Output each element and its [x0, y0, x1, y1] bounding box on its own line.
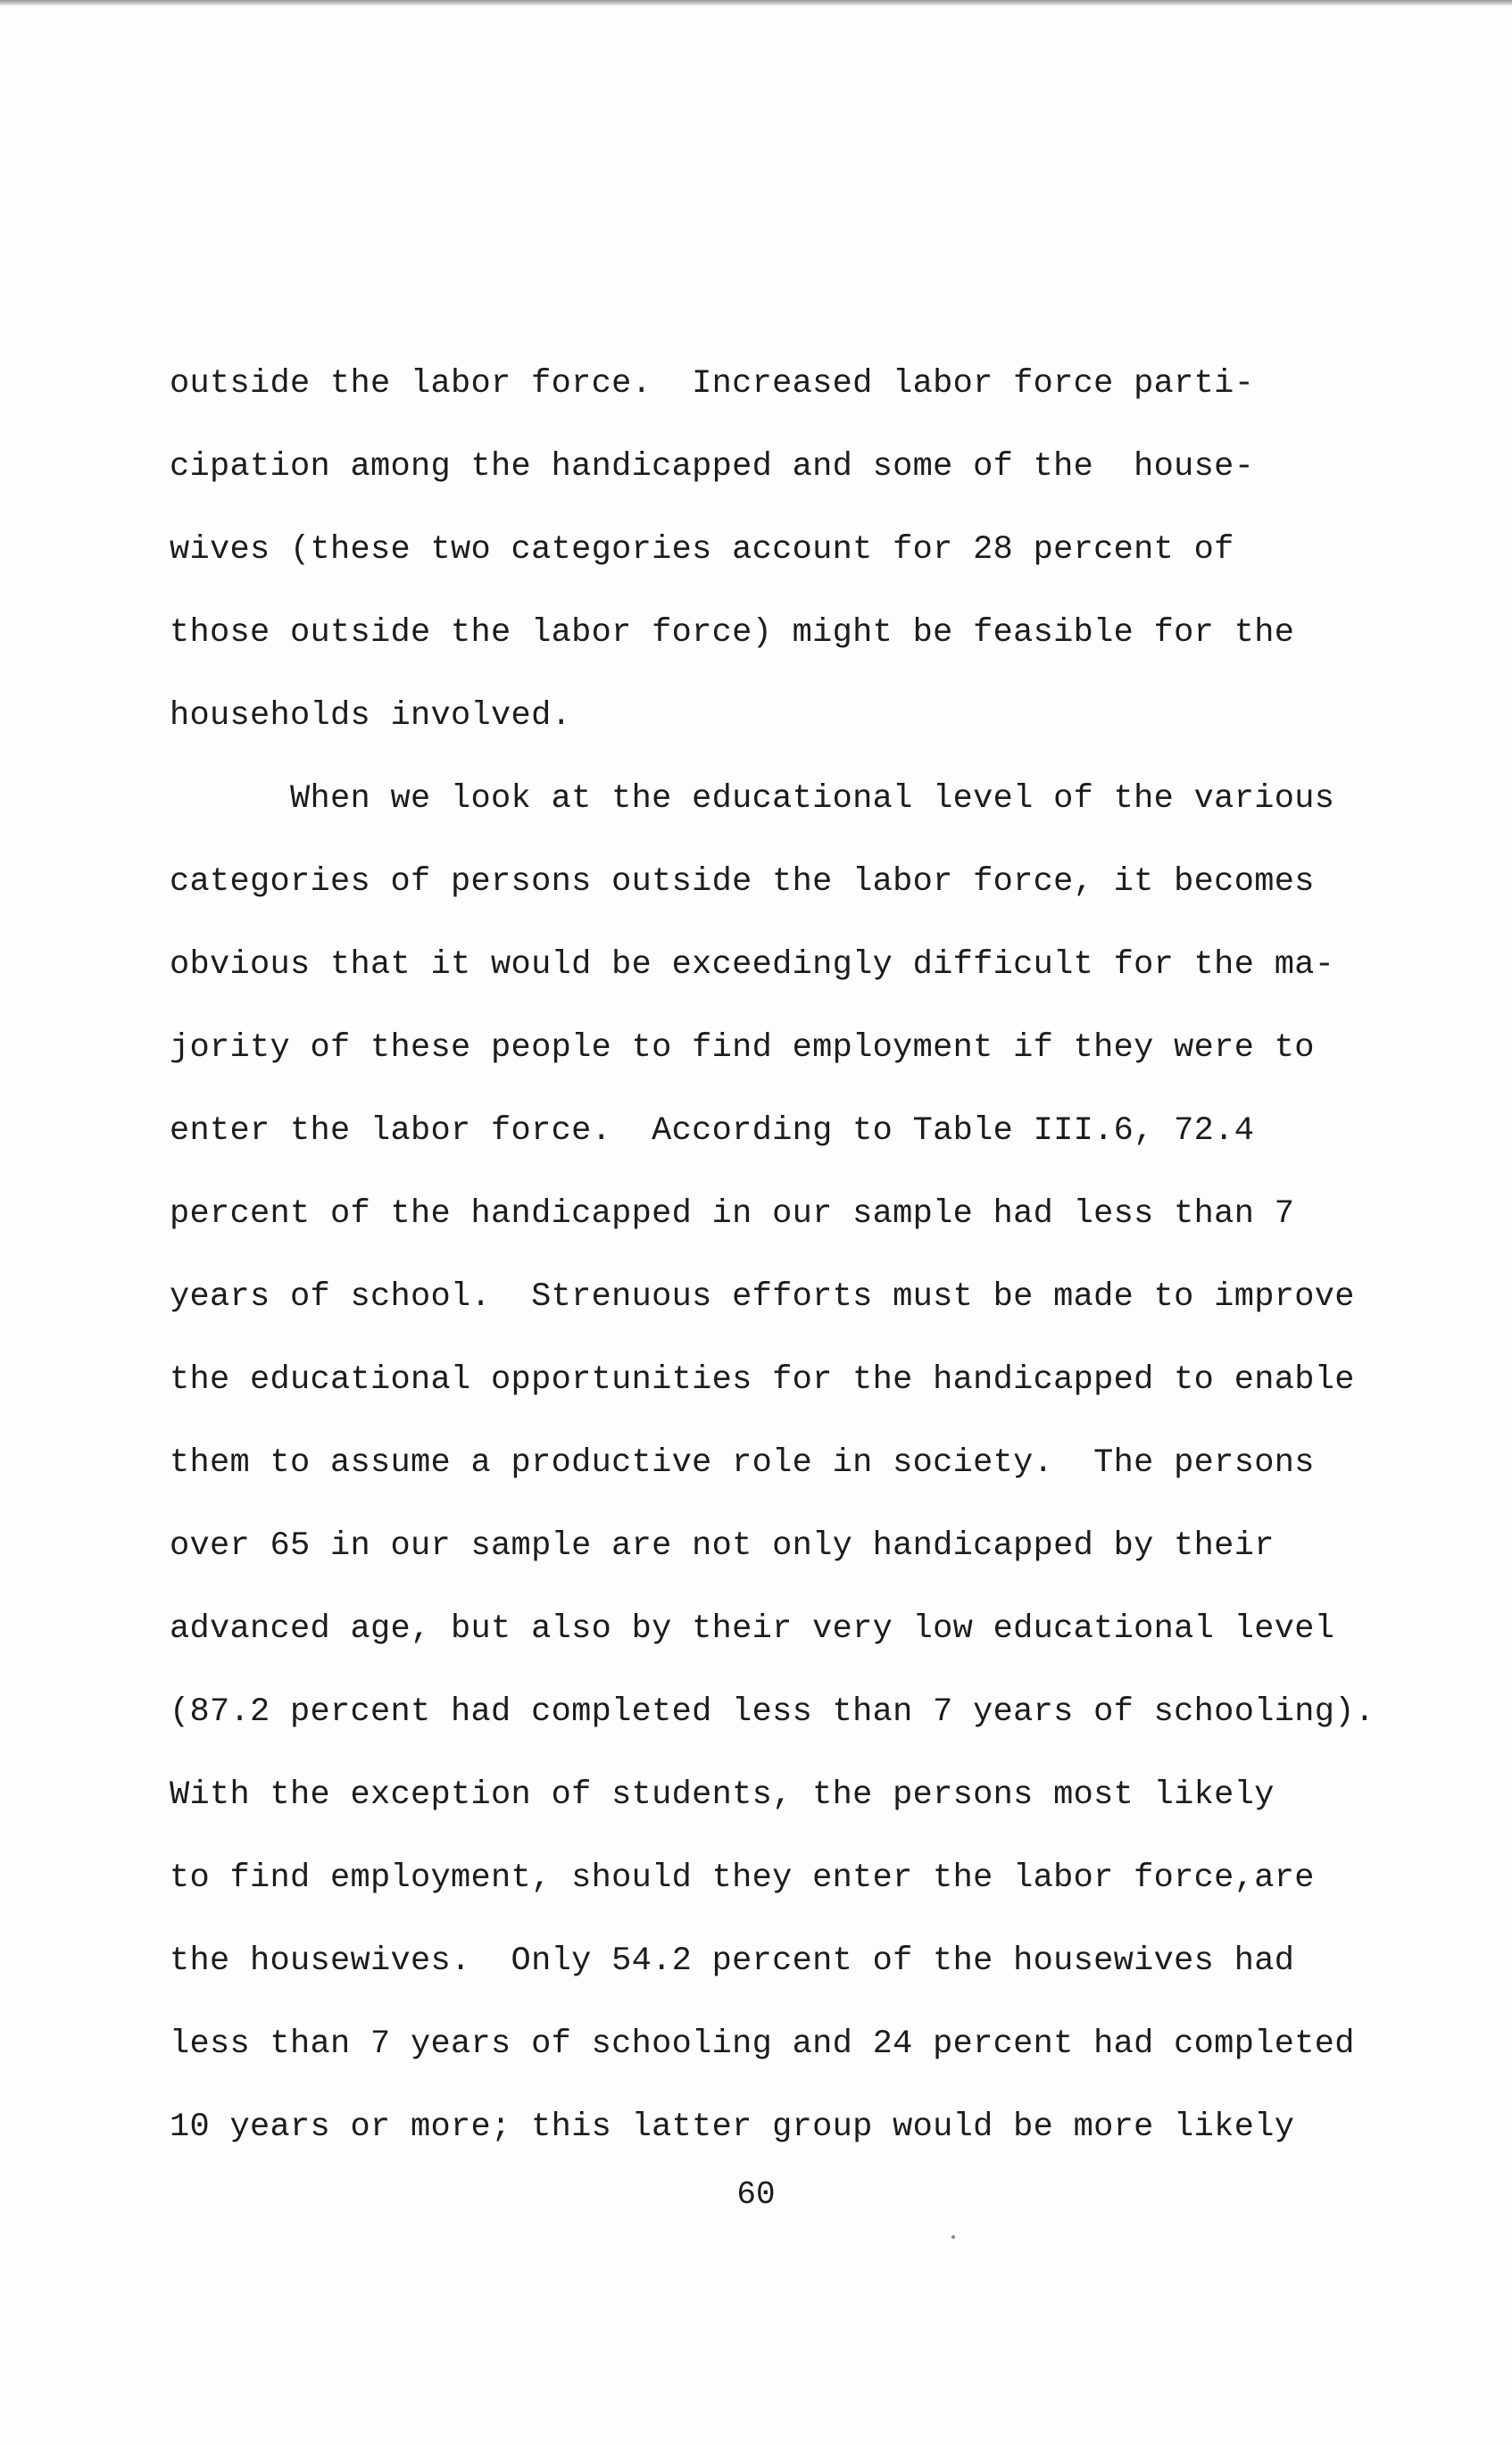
text-line: outside the labor force. Increased labor force parti- — [170, 365, 1255, 403]
text-line: them to assume a productive role in society. The persons — [170, 1444, 1315, 1482]
text-line: years of school. Strenuous efforts must be made to improve — [170, 1278, 1355, 1316]
text-line: categories of persons outside the labor force, it becomes — [170, 863, 1315, 901]
text-line: (87.2 percent had completed less than 7 years of schooling). — [170, 1693, 1375, 1731]
text-line: the educational opportunities for the handicapped to enable — [170, 1361, 1355, 1399]
text-line: cipation among the handicapped and some of the house- — [170, 448, 1255, 486]
text-line: percent of the handicapped in our sample had less than 7 — [170, 1195, 1295, 1233]
text-line: obvious that it would be exceedingly difficult for the ma- — [170, 946, 1335, 984]
text-line: the housewives. Only 54.2 percent of the housewives had — [170, 1942, 1295, 1980]
text-line: When we look at the educational level of the various — [170, 780, 1335, 818]
text-line: wives (these two categories account for 28 percent of — [170, 531, 1234, 569]
text-line: over 65 in our sample are not only handicapped by their — [170, 1527, 1275, 1565]
body-text — [170, 357, 1473, 2183]
text-line: households involved. — [170, 697, 572, 735]
text-line: jority of these people to find employment if they were to — [170, 1029, 1315, 1067]
text-line: 10 years or more; this latter group would be more likely — [170, 2108, 1295, 2146]
text-line: With the exception of students, the persons most likely — [170, 1776, 1275, 1814]
text-line: those outside the labor force) might be feasible for the — [170, 614, 1295, 652]
text-line: advanced age, but also by their very low educational level — [170, 1610, 1335, 1648]
top-edge-shadow — [0, 0, 1512, 5]
page-number: 60 — [736, 2176, 776, 2213]
text-line: to find employment, should they enter the labor force,are — [170, 1859, 1315, 1897]
text-line: less than 7 years of schooling and 24 percent had completed — [170, 2025, 1355, 2063]
text-line: enter the labor force. According to Table III.6, 72.4 — [170, 1112, 1255, 1150]
scan-speck — [951, 2235, 955, 2239]
